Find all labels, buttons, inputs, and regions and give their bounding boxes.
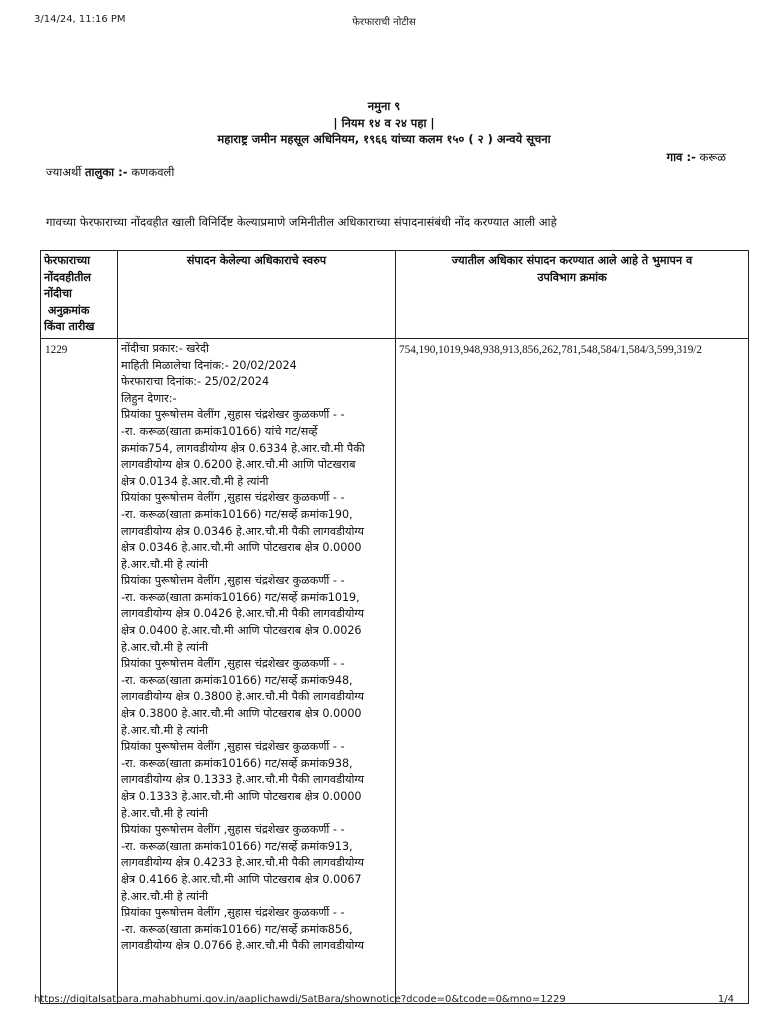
print-page-number: 1/4 [717, 994, 734, 1005]
form-number: नमुना ९ [367, 99, 401, 113]
taluka-label: तालुका :- [85, 165, 128, 179]
header-survey-numbers [396, 251, 749, 339]
table-row [41, 338, 749, 1003]
header-serial-line: फेरफाराच्या [44, 254, 91, 267]
detail-line: लागवडीयोग्य क्षेत्र 0.0766 हे.आर.चौ.मी पैकी लागवडीयोग्य [121, 939, 364, 953]
header-rights-nature: संपादन केलेल्या अधिकाराचे स्वरुप [118, 251, 396, 339]
detail-line: प्रियांका पुरूषोत्तम वेलींग ,सुहास चंद्रशेखर कुळकर्णी - - [121, 740, 345, 754]
detail-line: लिहुन देणार:- [121, 391, 177, 405]
taluka-line [46, 165, 174, 180]
header-serial-line: नोंदीचा [44, 287, 72, 301]
detail-line: -रा. करूळ(खाता क्रमांक10166) गट/सर्व्हे क्रमांक190, [121, 507, 353, 521]
detail-line: प्रियांका पुरूषोत्तम वेलींग ,सुहास चंद्रशेखर कुळकर्णी - - [121, 906, 345, 920]
detail-line: -रा. करूळ(खाता क्रमांक10166) गट/सर्व्हे क्रमांक913, [121, 839, 353, 853]
detail-line: -रा. करूळ(खाता क्रमांक10166) गट/सर्व्हे क्रमांक948, [121, 673, 353, 687]
detail-line: हे.आर.चौ.मी हे त्यांनी [121, 723, 208, 737]
survey-numbers-cell: 754,190,1019,948,938,913,856,262,781,548,584/1,584/3,599,319/2 [396, 338, 749, 1003]
detail-line: प्रियांका पुरूषोत्तम वेलींग ,सुहास चंद्रशेखर कुळकर्णी - - [121, 657, 345, 671]
mutation-register-table [40, 250, 749, 1004]
detail-line: -रा. करूळ(खाता क्रमांक10166) यांचे गट/सर्व्हे [121, 424, 318, 438]
print-url: https://digitalsatbara.mahabhumi.gov.in/aaplichawdi/SatBara/shownotice?dcode=0&tcode=0&mno=1229 [34, 994, 566, 1005]
detail-line: लागवडीयोग्य क्षेत्र 0.4233 हे.आर.चौ.मी पैकी लागवडीयोग्य [121, 856, 364, 870]
detail-line: हे.आर.चौ.मी हे त्यांनी [121, 640, 208, 654]
detail-line: क्षेत्र 0.4166 हे.आर.चौ.मी आणि पोटखराब क्षेत्र 0.0067 [121, 872, 362, 886]
detail-line: हे.आर.चौ.मी हे त्यांनी [121, 889, 208, 903]
detail-line: लागवडीयोग्य क्षेत्र 0.1333 हे.आर.चौ.मी पैकी लागवडीयोग्य [121, 773, 364, 787]
intro-text: गावच्या फेरफाराच्या नोंदवहीत खाली विनिर्दिष्ट केल्याप्रमाणे जमिनीतील अधिकाराच्या संपादनासंबंधी नोंद करण्यात आली आहे [46, 215, 557, 229]
village-line [667, 150, 726, 165]
detail-line: हे.आर.चौ.मी हे त्यांनी [121, 557, 208, 571]
header-serial [41, 251, 118, 339]
header-serial-line: अनुक्रमांक [44, 303, 90, 317]
print-datetime: 3/14/24, 11:16 PM [34, 14, 126, 25]
detail-line: लागवडीयोग्य क्षेत्र 0.0426 हे.आर.चौ.मी पैकी लागवडीयोग्य [121, 607, 364, 621]
table-header-row [41, 251, 749, 339]
detail-line: प्रियांका पुरूषोत्तम वेलींग ,सुहास चंद्रशेखर कुळकर्णी - - [121, 408, 345, 422]
header-serial-line: किंवा तारीख [44, 320, 95, 334]
detail-line: क्षेत्र 0.1333 हे.आर.चौ.मी आणि पोटखराब क्षेत्र 0.0000 [121, 790, 362, 803]
detail-line: लागवडीयोग्य क्षेत्र 0.3800 हे.आर.चौ.मी पैकी लागवडीयोग्य [121, 690, 364, 704]
form-act: महाराष्ट्र जमीन महसूल अधिनियम, १९६६ यांच्या कलम १५० ( २ ) अन्वये सूचना [217, 132, 551, 146]
detail-line: प्रियांका पुरूषोत्तम वेलींग ,सुहास चंद्रशेखर कुळकर्णी - - [121, 491, 345, 505]
detail-line: नोंदीचा प्रकार:- खरेदी [121, 341, 209, 355]
detail-line: क्षेत्र 0.0134 हे.आर.चौ.मी हे त्यांनी [121, 474, 269, 488]
header-serial-line: नोंदवहीतील [44, 270, 91, 284]
header-survey-line: ज्यातील अधिकार संपादन करण्यात आले आहे ते भुमापन व [451, 254, 693, 267]
rights-details-cell [118, 338, 396, 1003]
print-page-title: फेरफाराची नोटीस [352, 17, 416, 28]
detail-line: -रा. करूळ(खाता क्रमांक10166) गट/सर्व्हे क्रमांक856, [121, 922, 353, 936]
detail-line: फेरफाराचा दिनांक:- 25/02/2024 [121, 375, 270, 389]
detail-line: प्रियांका पुरूषोत्तम वेलींग ,सुहास चंद्रशेखर कुळकर्णी - - [121, 823, 345, 837]
detail-line: क्षेत्र 0.0346 हे.आर.चौ.मी आणि पोटखराब क्षेत्र 0.0000 [121, 541, 362, 555]
village-label: गाव :- [666, 150, 696, 164]
detail-line: लागवडीयोग्य क्षेत्र 0.0346 हे.आर.चौ.मी पैकी लागवडीयोग्य [121, 524, 364, 538]
detail-line: क्रमांक754, लागवडीयोग्य क्षेत्र 0.6334 हे.आर.चौ.मी पैकी [121, 441, 365, 455]
village-value: करूळ [699, 150, 726, 164]
detail-line: हे.आर.चौ.मी हे त्यांनी [121, 806, 208, 820]
details-lines [121, 341, 392, 955]
detail-line: लागवडीयोग्य क्षेत्र 0.6200 हे.आर.चौ.मी आणि पोटखराब [121, 458, 356, 472]
form-rule: | नियम १४ व २४ पहा | [333, 116, 435, 130]
detail-line: क्षेत्र 0.3800 हे.आर.चौ.मी आणि पोटखराब क्षेत्र 0.0000 [121, 707, 362, 721]
header-survey-line: उपविभाग क्रमांक [537, 270, 607, 284]
detail-line: -रा. करूळ(खाता क्रमांक10166) गट/सर्व्हे क्रमांक938, [121, 756, 353, 770]
detail-line: क्षेत्र 0.0400 हे.आर.चौ.मी आणि पोटखराब क्षेत्र 0.0026 [121, 624, 362, 638]
serial-number-cell: 1229 [41, 338, 118, 1003]
taluka-value: कणकवली [131, 165, 175, 179]
detail-line: प्रियांका पुरूषोत्तम वेलींग ,सुहास चंद्रशेखर कुळकर्णी - - [121, 574, 345, 588]
detail-line: -रा. करूळ(खाता क्रमांक10166) गट/सर्व्हे क्रमांक1019, [121, 590, 360, 604]
taluka-prefix: ज्याअर्थी [46, 165, 82, 179]
detail-line: माहिती मिळालेचा दिनांक:- 20/02/2024 [121, 358, 297, 372]
